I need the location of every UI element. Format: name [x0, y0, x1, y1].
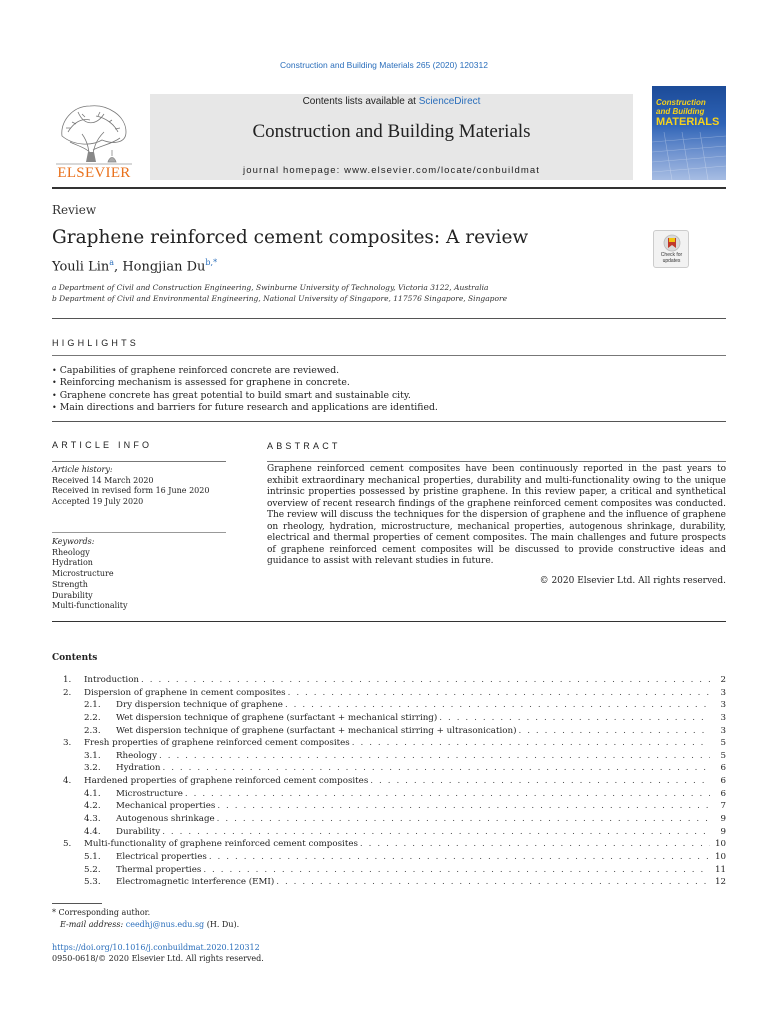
toc-entry-title[interactable]: Hardened properties of graphene reinforced cement composites [84, 776, 369, 787]
toc-entry-title[interactable]: Fresh properties of graphene reinforced cement composites [84, 738, 350, 749]
highlights-heading: HIGHLIGHTS [52, 338, 140, 348]
abstract-heading: ABSTRACT [267, 441, 341, 451]
email-suffix: (H. Du). [204, 920, 240, 929]
contents-heading: Contents [52, 653, 98, 663]
article-history [52, 465, 209, 508]
toc-entry-page[interactable]: 6 [720, 788, 726, 799]
toc-entry[interactable] [63, 687, 726, 700]
highlight-item: • Graphene concrete has great potential to build smart and sustainable city. [52, 390, 438, 402]
toc-entry-number: 5.1. [84, 851, 101, 862]
journal-homepage[interactable]: journal homepage: www.elsevier.com/locate/conbuildmat [243, 165, 540, 176]
toc-leader-dots [360, 838, 710, 851]
keywords-list [52, 537, 128, 612]
toc-leader-dots [439, 712, 710, 725]
affiliation-marker[interactable]: a [109, 258, 115, 267]
highlight-item: • Reinforcing mechanism is assessed for graphene in concrete. [52, 377, 438, 389]
contents-availability [150, 96, 633, 107]
toc-entry[interactable] [63, 788, 726, 801]
journal-citation-link[interactable]: Construction and Building Materials 265 (2020) 120312 [280, 60, 488, 70]
toc-entry-number: 4.4. [84, 826, 101, 837]
toc-entry[interactable] [63, 800, 726, 813]
footnote [52, 907, 239, 931]
cover-title-line3: MATERIALS [656, 116, 720, 128]
abstract-copyright: © 2020 Elsevier Ltd. All rights reserved. [539, 576, 726, 586]
toc-leader-dots [352, 737, 710, 750]
author-name: Youli Lin [52, 259, 110, 275]
toc-entry-page[interactable]: 6 [720, 763, 726, 774]
corresponding-author-note: * Corresponding author. [52, 908, 151, 917]
toc-entry-title[interactable]: Dispersion of graphene in cement composites [84, 687, 286, 698]
toc-entry-number: 5.2. [84, 864, 101, 875]
keywords-divider [52, 532, 226, 533]
toc-leader-dots [276, 876, 710, 889]
cover-pattern-icon [652, 132, 726, 180]
journal-title: Construction and Building Materials [252, 121, 531, 142]
abstract-divider [267, 461, 726, 462]
toc-entry-page[interactable]: 6 [720, 776, 726, 787]
toc-entry-title[interactable]: Introduction [84, 675, 140, 685]
check-updates-label: Check for updates [660, 252, 683, 264]
toc-entry-page[interactable]: 5 [720, 738, 726, 749]
header-divider [52, 187, 726, 189]
highlights-list [52, 365, 438, 414]
toc-entry-title[interactable]: Rheology [116, 750, 157, 761]
toc-entry-title[interactable]: Autogenous shrinkage [116, 814, 215, 825]
toc-entry-page[interactable]: 10 [714, 839, 726, 850]
toc-entry-number: 2. [63, 687, 72, 698]
toc-entry-number: 4. [63, 776, 72, 787]
toc-entry-number: 3. [63, 738, 72, 749]
article-type: Review [52, 203, 97, 217]
toc-leader-dots [285, 699, 710, 712]
toc-entry-title[interactable]: Wet dispersion technique of graphene (surfactant + mechanical stirring) [116, 712, 438, 723]
history-accepted: Accepted 19 July 2020 [52, 497, 144, 507]
toc-entry[interactable] [63, 813, 726, 826]
toc-entry-title[interactable]: Wet dispersion technique of graphene (surfactant + mechanical stirring + ultrasonication) [116, 725, 517, 736]
highlight-item: • Capabilities of graphene reinforced concrete are reviewed. [52, 365, 438, 377]
toc-entry-number: 1. [63, 675, 72, 685]
toc-entry[interactable] [63, 737, 726, 750]
toc-entry-number: 4.3. [84, 814, 101, 825]
toc-entry-number: 4.2. [84, 801, 101, 812]
history-label: Article history: [52, 465, 113, 474]
toc-entry-title[interactable]: Multi-functionality of graphene reinforced cement composites [84, 839, 358, 850]
history-revised: Received in revised form 16 June 2020 [52, 486, 210, 496]
toc-entry-title[interactable]: Dry dispersion technique of graphene [116, 700, 283, 711]
affiliation-b: b Department of Civil and Environmental Engineering, National University of Singapore, 117576 Singapore, Singapore [52, 294, 508, 303]
doi-block [52, 942, 264, 964]
toc-leader-dots [209, 851, 710, 864]
keyword-item: Rheology [52, 547, 90, 557]
toc-entry-title[interactable]: Durability [116, 826, 161, 837]
highlights-divider [52, 355, 726, 356]
toc-entry-title[interactable]: Electrical properties [116, 851, 207, 862]
toc-leader-dots [217, 813, 710, 826]
footnote-divider [52, 903, 102, 904]
table-of-contents [63, 674, 726, 889]
journal-masthead [150, 94, 633, 180]
author-separator: , [114, 259, 123, 275]
cover-title-line2: and Building [656, 107, 705, 116]
toc-entry-number: 2.2. [84, 712, 101, 723]
toc-leader-dots [203, 864, 710, 877]
toc-entry-page[interactable]: 12 [714, 877, 726, 888]
check-for-updates-button[interactable] [653, 230, 689, 268]
abstract-bottom-divider [52, 621, 726, 622]
toc-entry-number: 4.1. [84, 788, 101, 799]
toc-entry-page[interactable]: 7 [720, 801, 726, 812]
author-list [52, 258, 217, 274]
toc-entry-number: 2.1. [84, 700, 101, 711]
email-label: E-mail address: [60, 920, 126, 929]
toc-entry[interactable] [63, 699, 726, 712]
toc-entry[interactable] [63, 775, 726, 788]
toc-entry-page[interactable]: 3 [720, 700, 726, 711]
toc-entry-title[interactable]: Mechanical properties [116, 801, 216, 812]
issn-line: 0950-0618/© 2020 Elsevier Ltd. All rights reserved. [52, 954, 264, 963]
toc-leader-dots [288, 687, 710, 700]
toc-entry[interactable] [63, 712, 726, 725]
author-name: Hongjian Du [122, 259, 206, 275]
history-received: Received 14 March 2020 [52, 475, 154, 485]
article-info-divider [52, 461, 226, 462]
article-info-heading: ARTICLE INFO [52, 440, 153, 450]
highlight-item: • Main directions and barriers for future research and applications are identified. [52, 402, 438, 414]
elsevier-wordmark: ELSEVIER [57, 165, 131, 181]
toc-entry-page[interactable]: 10 [714, 851, 726, 862]
cover-title [656, 98, 724, 128]
cover-title-line1: Construction [656, 98, 706, 107]
toc-entry-page[interactable]: 5 [720, 750, 726, 761]
toc-entry-title[interactable]: Microstructure [116, 788, 183, 799]
toc-entry[interactable] [63, 725, 726, 738]
keyword-item: Durability [52, 590, 93, 600]
toc-entry-page[interactable]: 3 [720, 687, 726, 698]
toc-entry[interactable] [63, 826, 726, 839]
article-title: Graphene reinforced cement composites: A review [52, 227, 529, 248]
toc-entry-number: 3.2. [84, 763, 101, 774]
toc-entry[interactable] [63, 762, 726, 775]
toc-entry-title[interactable]: Thermal properties [116, 864, 202, 875]
contents-prefix: Contents lists available at [302, 96, 419, 107]
toc-leader-dots [217, 800, 710, 813]
toc-entry-number: 2.3. [84, 725, 101, 736]
toc-entry-number: 5.3. [84, 877, 101, 888]
elsevier-logo [52, 92, 136, 180]
email-line [52, 919, 239, 931]
email-link[interactable]: ceedhj@nus.edu.sg [125, 920, 205, 929]
toc-entry-page[interactable]: 3 [720, 712, 726, 723]
keyword-item: Microstructure [52, 569, 114, 579]
toc-leader-dots [162, 826, 710, 839]
keyword-item: Hydration [52, 558, 93, 568]
toc-entry[interactable] [63, 864, 726, 877]
toc-entry[interactable] [63, 750, 726, 763]
toc-leader-dots [159, 750, 710, 763]
toc-entry-page[interactable]: 11 [714, 864, 726, 875]
toc-entry[interactable] [63, 838, 726, 851]
toc-entry-page[interactable]: 3 [720, 725, 726, 736]
journal-cover-thumbnail[interactable] [652, 86, 726, 180]
keywords-label: Keywords: [52, 537, 95, 546]
keyword-item: Strength [52, 579, 88, 589]
highlights-bottom-divider [52, 421, 726, 422]
toc-entry-number: 3.1. [84, 750, 101, 761]
toc-leader-dots [518, 725, 710, 738]
toc-entry[interactable] [63, 674, 726, 687]
toc-entry-page[interactable]: 9 [720, 814, 726, 825]
toc-leader-dots [162, 762, 710, 775]
toc-leader-dots [370, 775, 710, 788]
toc-leader-dots [141, 674, 710, 687]
affiliation-a: a Department of Civil and Construction Engineering, Swinburne University of Technology, Victoria 3122, Australia [52, 283, 489, 292]
toc-entry-number: 5. [63, 839, 72, 850]
toc-entry-title[interactable]: Electromagnetic interference (EMI) [116, 877, 275, 888]
affiliation-marker[interactable]: b,* [205, 258, 218, 267]
affiliation-divider [52, 318, 726, 319]
sciencedirect-link[interactable]: ScienceDirect [418, 96, 481, 107]
toc-entry[interactable] [63, 876, 726, 889]
keyword-item: Multi-functionality [52, 601, 128, 611]
doi-link[interactable]: https://doi.org/10.1016/j.conbuildmat.2020.120312 [52, 943, 260, 952]
toc-entry-page[interactable]: 2 [720, 675, 726, 685]
toc-entry-page[interactable]: 9 [720, 826, 726, 837]
check-updates-icon [663, 234, 681, 254]
toc-entry[interactable] [63, 851, 726, 864]
toc-entry-title[interactable]: Hydration [116, 763, 161, 774]
abstract-body: Graphene reinforced cement composites have been continuously reported in the past years to exhibit extraordinary mechanical properties, durability and multi-functionality owing to the unique intrinsic properties possessed by pristine graphene. In this review paper, a critical and synthetical overview of recent research findings of the graphene reinforced cement composites was conducted. The review will discuss the techniques for the dispersion of graphene and the influence of graphene on rheology, hydration, microstructure, mechanical properties, autogenous shrinkage, durability, electrical and thermal properties of cement composites. The main challenges and future prospects of graphene reinforced cement composites will be discussed to provide constructive ideas and guidance to assist with relevant studies in future. [267, 464, 726, 566]
toc-leader-dots [185, 788, 710, 801]
